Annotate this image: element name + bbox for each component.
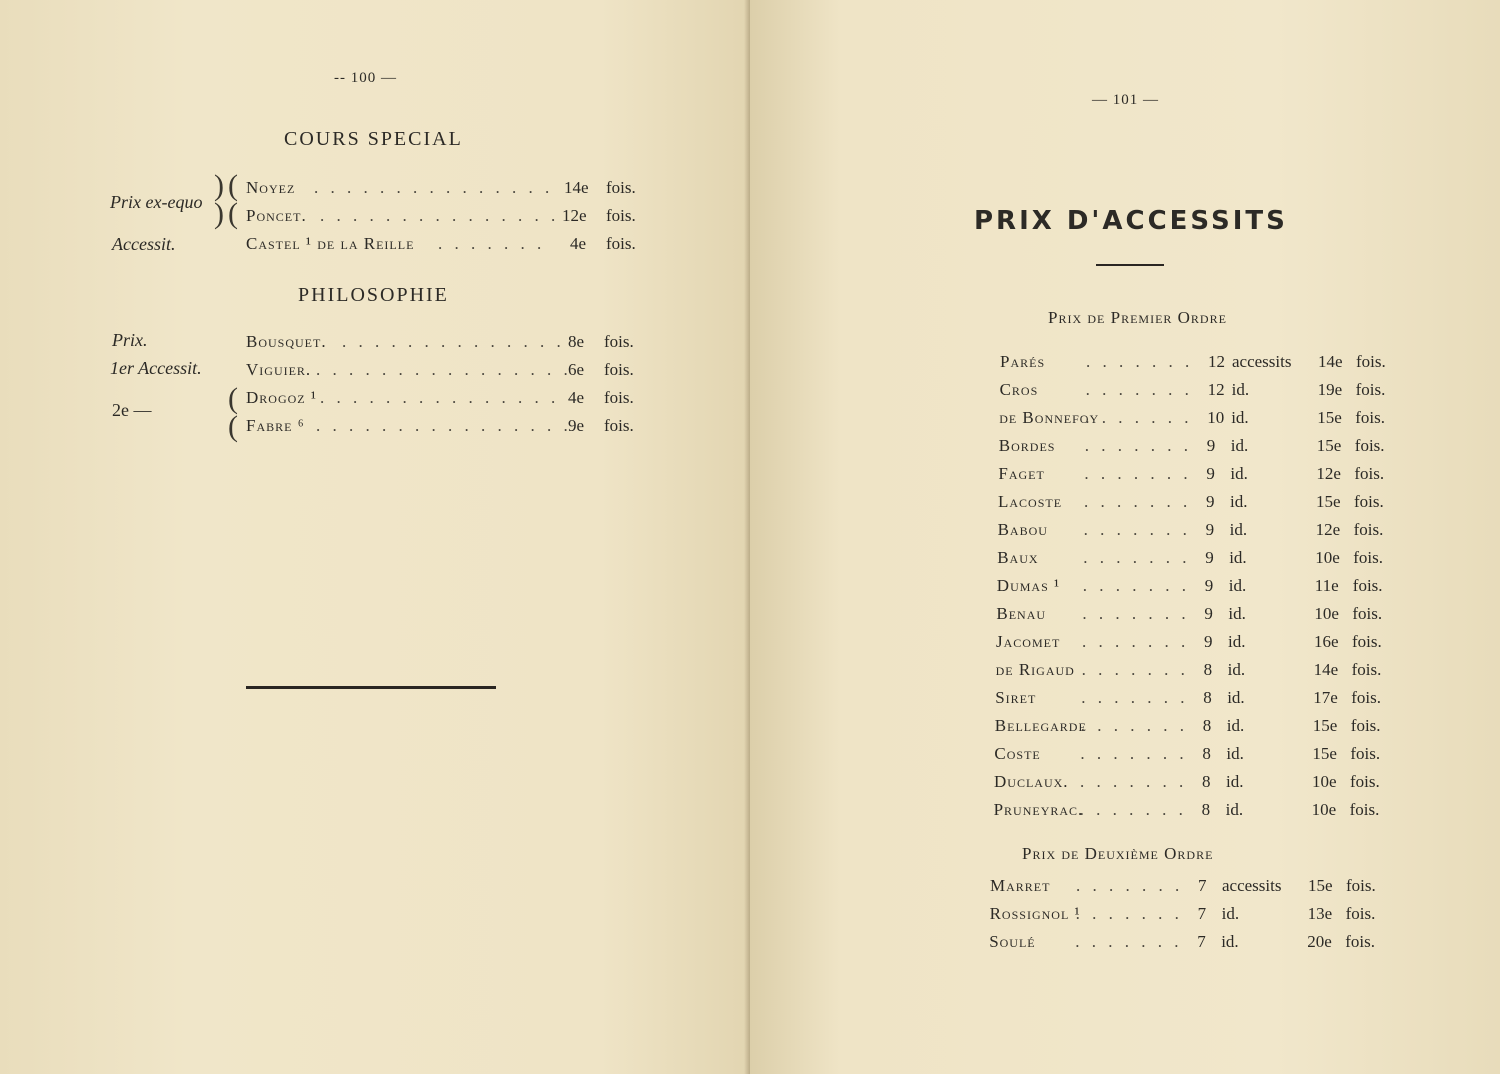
accessit-row [995,688,1395,716]
accessit-count: 8 [1202,772,1211,791]
ordinal: 19e [1317,380,1343,399]
leader-dots: . . . . . . . . . . . . . . . [320,206,560,225]
ordinal: 12e [1316,464,1341,483]
fois-label: fois. [606,234,636,253]
student-name: Noyez [246,178,296,197]
title-rule [1096,264,1164,266]
ordinal: 17e [1313,688,1338,707]
student-name: Soulé [989,932,1036,951]
section-rule [246,686,496,689]
accessit-unit: id. [1228,604,1246,623]
accessit-count: 9 [1205,520,1215,539]
accessit-count: 8 [1203,660,1213,679]
fois-label: fois. [1352,632,1382,651]
accessit-row [990,876,1390,904]
leader-dots: . . . . . . . . . . . . . . . . [316,360,572,379]
accessit-unit: id. [1227,688,1245,707]
accessit-count: 8 [1202,716,1212,735]
entry-row [246,416,646,444]
entry-row [246,178,646,206]
ordinal: 10e [1314,604,1339,623]
leader-dots: . . . . . . . [1076,876,1184,895]
fois-label: fois. [1346,876,1376,895]
accessit-count: 9 [1204,576,1214,595]
ordinal: 15e [1317,408,1342,427]
accessit-unit: id. [1227,660,1246,679]
accessit-unit: id. [1225,800,1244,819]
accessit-count: 7 [1198,876,1207,895]
ordinal: 15e [1316,436,1342,455]
fois-label: fois. [1354,464,1385,483]
student-name: de Bonnefoy [999,408,1100,427]
student-name: Pruneyrac. [993,800,1084,819]
accessit-unit: id. [1231,408,1249,427]
accessit-count: 9 [1204,632,1213,651]
fois-label: fois. [1354,436,1385,455]
accessit-unit: id. [1229,520,1248,539]
leader-dots: . . . . . . . [1082,632,1190,651]
student-name: de Rigaud [995,660,1075,679]
ordinal: 15e [1312,744,1337,763]
student-name: Dumas ¹ [996,576,1061,595]
accessit-unit: id. [1230,436,1249,455]
first-accessit-label: 1er Accessit. [110,358,202,378]
fois-label: fois. [606,206,636,225]
accessit-unit: id. [1221,932,1239,951]
left-brace: ( ( [228,169,238,230]
entry-row [246,234,646,262]
accessit-unit: id. [1229,548,1247,567]
student-name: Castel ¹ de la Reille [246,234,415,253]
accessit-row [997,576,1397,604]
ordinal: 10e [1312,772,1337,791]
right-page [750,0,1500,1074]
fois-label: fois. [1355,380,1386,399]
accessit-row [996,604,1396,632]
accessit-count: 7 [1197,932,1206,951]
ordinal: 14e [1313,660,1339,679]
ordinal: 15e [1312,716,1338,735]
leader-dots: . . . . . . . [1082,604,1190,623]
page-number: -- 100 — [334,70,397,86]
accessit-unit: id. [1230,464,1248,483]
accessit-count: 10 [1207,408,1225,427]
accessit-count: 12 [1208,352,1225,371]
fois-label: fois. [604,388,634,407]
fois-label: fois. [1351,688,1381,707]
student-name: Jacomet [996,632,1061,651]
entry-row [246,206,646,234]
entry-row [246,332,646,360]
student-name: Faget [998,464,1045,483]
fois-label: fois. [1355,408,1385,427]
accessit-unit: id. [1226,772,1244,791]
accessit-count: 7 [1197,904,1207,923]
accessit-row [997,548,1397,576]
student-name: Poncet. [246,206,307,225]
ordinal: 13e [1307,904,1333,923]
accessit-count: 9 [1206,436,1216,455]
accessit-row [990,904,1390,932]
ex-equo-label: Prix ex-equo [110,192,203,212]
leader-dots: . . . . . . . [1084,464,1192,483]
leader-dots: . . . . . . . . . . . . . . . [314,178,554,197]
student-name: Duclaux. [994,772,1069,791]
accessit-count: 9 [1206,464,1215,483]
ordinal: 10e [1311,800,1337,819]
leader-dots: . . . . . . . [1083,520,1191,539]
accessit-label: Accessit. [112,234,176,254]
accessit-count: 8 [1203,688,1212,707]
student-name: Drogoz ¹ [246,388,317,407]
fois-label: fois. [1345,932,1375,951]
accessit-row [994,744,1394,772]
fois-label: fois. [1350,744,1381,763]
accessit-row [994,772,1394,800]
student-name: Marret [990,876,1051,895]
student-name: Cros [999,380,1039,399]
accessit-unit: id. [1231,380,1250,399]
accessit-count: 9 [1204,604,1213,623]
leader-dots: . . . . . . . . . . . . . . . . [316,416,572,435]
accessit-row [1000,380,1400,408]
accessit-row [999,436,1399,464]
leader-dots: . . . . . . . [1075,904,1183,923]
ordinal: 16e [1314,632,1339,651]
leader-dots: . . . . . . . [1075,932,1183,951]
fois-label: fois. [1345,904,1376,923]
section-heading-deuxieme-ordre: Prix de Deuxième Ordre [1022,844,1214,863]
student-name: Viguier. [246,360,312,379]
ordinal: 4e [570,234,587,253]
ordinal: 15e [1316,492,1341,511]
accessit-unit: id. [1221,904,1240,923]
accessit-row [994,800,1394,828]
student-name: Lacoste [998,492,1063,511]
student-name: Baux [997,548,1039,567]
accessit-row [995,716,1395,744]
leader-dots: . . . . . . . [1080,772,1188,791]
page-number: — 101 — [1092,92,1159,108]
student-name: Siret [995,688,1037,707]
fois-label: fois. [1350,772,1380,791]
student-name: Fabre ⁶ [246,416,305,435]
prix-label: Prix. [112,330,148,350]
fois-label: fois. [606,178,636,197]
student-name: Parés [1000,352,1046,371]
ordinal: 4e [568,388,585,407]
leader-dots: . . . . . . . [1080,716,1189,735]
accessit-unit: id. [1226,744,1244,763]
fois-label: fois. [604,416,634,435]
ordinal: 12e [562,206,587,225]
accessit-unit: id. [1230,492,1248,511]
leader-dots: . . . . . . . [1085,380,1193,399]
leader-dots: . . . . . . . . . . . . . . . [320,388,560,407]
leader-dots: . . . . . . . [1085,408,1193,427]
leader-dots: . . . . . . . [1082,576,1191,595]
entry-row [246,388,646,416]
student-name: Bordes [998,436,1056,455]
accessit-row [989,932,1389,960]
section-heading-cours-special: COURS SPECIAL [284,128,463,150]
student-name: Coste [994,744,1041,763]
right-brace: ) ) [214,169,224,230]
accessit-count: 8 [1201,800,1211,819]
leader-dots: . . . . . . . [1084,492,1192,511]
student-name: Benau [996,604,1047,623]
leader-dots: . . . . . . . . . . . . . . [342,332,565,351]
accessit-count: 9 [1205,548,1214,567]
fois-label: fois. [1349,800,1380,819]
left-brace: ( ( [228,382,238,443]
accessit-count: 9 [1206,492,1215,511]
fois-label: fois. [604,332,634,351]
section-heading-philosophie: PHILOSOPHIE [298,284,449,306]
student-name: Bousquet. [246,332,327,351]
leader-dots: . . . . . . . [1079,800,1187,819]
accessit-row [999,408,1399,436]
leader-dots: . . . . . . . [1083,548,1191,567]
section-heading-premier-ordre: Prix de Premier Ordre [1048,308,1227,327]
entry-row [246,360,646,388]
ordinal: 14e [1318,352,1343,371]
ordinal: 12e [1315,520,1341,539]
fois-label: fois. [604,360,634,379]
accessit-unit: id. [1228,632,1246,651]
ordinal: 15e [1308,876,1333,895]
second-accessit-label: 2e — [112,400,152,420]
accessit-row [998,492,1398,520]
ordinal: 6e [568,360,585,379]
accessit-unit: id. [1226,716,1245,735]
accessit-row [1000,352,1400,380]
accessit-count: 8 [1202,744,1211,763]
fois-label: fois. [1352,576,1383,595]
fois-label: fois. [1350,716,1381,735]
leader-dots: . . . . . . . [1084,436,1193,455]
fois-label: fois. [1353,520,1384,539]
leader-dots: . . . . . . . [1086,352,1194,371]
accessit-row [996,632,1396,660]
ordinal: 14e [564,178,589,197]
student-name: Bellegarde [994,716,1087,735]
fois-label: fois. [1353,548,1383,567]
accessit-count: 12 [1207,380,1225,399]
fois-label: fois. [1352,604,1383,623]
student-name: Babou [997,520,1048,539]
accessit-row [998,520,1398,548]
leader-dots: . . . . . . . [438,234,546,253]
fois-label: fois. [1356,352,1386,371]
leader-dots: . . . . . . . [1080,744,1188,763]
fois-label: fois. [1354,492,1384,511]
ordinal: 20e [1307,932,1332,951]
ordinal: 8e [568,332,585,351]
fois-label: fois. [1351,660,1382,679]
accessit-unit: accessits [1232,352,1292,371]
student-name: Rossignol ¹ [989,904,1081,923]
page-title: PRIX D'ACCESSITS [974,206,1288,236]
ordinal: 11e [1314,576,1339,595]
leader-dots: . . . . . . . [1081,660,1189,679]
accessit-row [996,660,1396,688]
ordinal: 9e [568,416,585,435]
accessit-unit: id. [1228,576,1247,595]
ordinal: 10e [1315,548,1340,567]
accessit-row [998,464,1398,492]
accessit-unit: accessits [1222,876,1282,895]
leader-dots: . . . . . . . [1081,688,1189,707]
